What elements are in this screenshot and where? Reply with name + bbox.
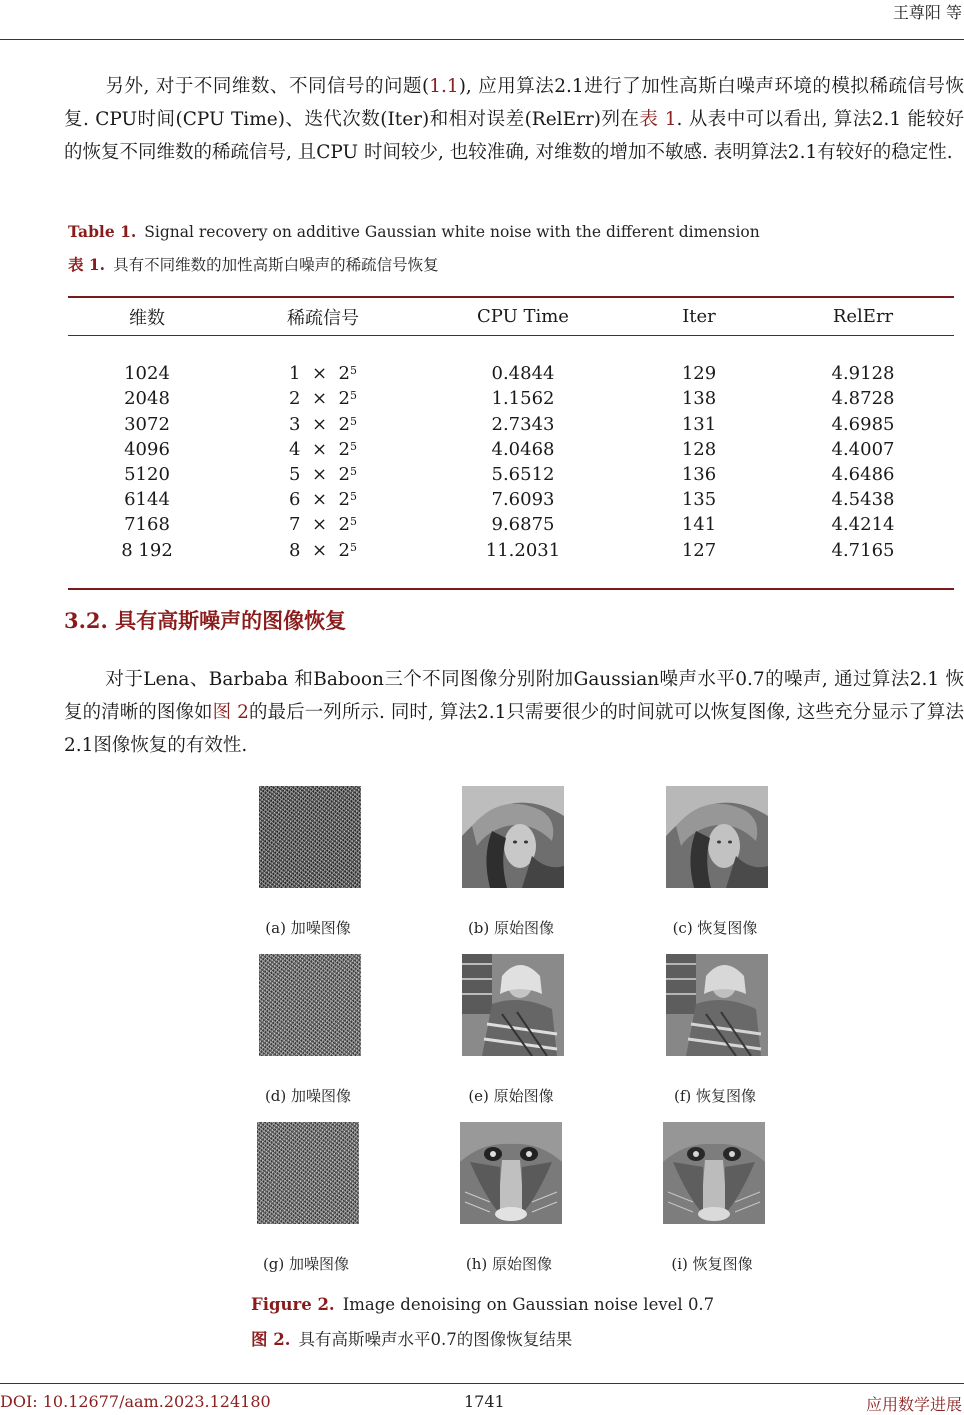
cell-base: 2: [338, 539, 350, 561]
cell-times: ×: [311, 438, 328, 460]
paragraph-text: 另外, 对于不同维数、不同信号的问题(: [105, 76, 430, 97]
cell-iter: 136: [681, 464, 717, 485]
table-row: [68, 538, 954, 563]
cell-base: 2: [338, 438, 350, 460]
cell-relerr: 4.6486: [831, 464, 895, 485]
paragraph-text: . 从表中可以看出, 算法2.1 能较好的恢复不同维数的稀疏信号, 且CPU 时间较少, 也较准确, 对维数的增加不敏感. 表明算法2.1有较好的稳定性.: [64, 109, 964, 163]
cell-iter: 135: [681, 489, 717, 511]
cell-relerr: 4.5438: [831, 489, 895, 511]
cell-dimension: 6144: [124, 489, 170, 511]
cell-sparse-signal: [226, 361, 420, 386]
paragraph-image-intro: [64, 663, 964, 762]
table-row: [68, 512, 954, 537]
col-header-relerr: RelErr: [832, 306, 894, 327]
figure-image-original-lena: [462, 786, 564, 888]
cell-cpu-time: 5.6512: [491, 464, 555, 485]
col-header-dimension: 维数: [129, 307, 165, 329]
cell-sparse-signal: [226, 487, 420, 512]
cell-cpu-time: 4.0468: [491, 438, 555, 460]
figure-caption-en-label: Figure 2.: [251, 1295, 335, 1314]
table-row: [68, 361, 954, 386]
cell-base: 2: [338, 413, 350, 435]
figure-caption-zh-label: 图 2.: [251, 1330, 291, 1349]
subcaption-a: (a) 加噪图像: [265, 919, 351, 937]
cell-times: ×: [311, 464, 328, 485]
figure-caption-zh: [251, 1326, 572, 1350]
paragraph-text: ), 应用算法2.1进行了加性高斯白噪声环境的模拟稀疏信号恢复. CPU时间(CPU Time)、迭代次数(Iter)和相对误差(RelErr)列在: [64, 76, 964, 130]
figure-image-restored-baboon: [663, 1122, 765, 1224]
table-caption-zh: [68, 253, 439, 275]
cell-relerr: 4.4214: [831, 514, 895, 536]
cell-dimension: 4096: [124, 438, 170, 460]
cell-sparse-signal: [226, 437, 420, 462]
figure-image-original-baboon: [460, 1122, 562, 1224]
cell-relerr: 4.9128: [831, 363, 895, 385]
cell-exponent: 5: [349, 364, 357, 378]
section-heading: [64, 605, 346, 635]
subcaption-c: (c) 恢复图像: [672, 919, 758, 937]
cell-times: ×: [311, 539, 328, 561]
cell-sparse-signal: [226, 512, 420, 537]
subcaption-i: (i) 恢复图像: [671, 1255, 753, 1273]
cell-cpu-time: 2.7343: [491, 413, 555, 435]
cell-cpu-time: 0.4844: [491, 363, 555, 385]
figure-image-restored-barbara: [666, 954, 768, 1056]
subcaption-f: (f) 恢复图像: [673, 1087, 757, 1105]
table-bottom-rule: [68, 588, 954, 590]
cell-exponent: 5: [349, 439, 357, 453]
cell-iter: 128: [681, 438, 717, 460]
figure-image-noisy-baboon: [257, 1122, 359, 1224]
table-caption-en-label: Table 1.: [68, 222, 137, 241]
cell-iter: 127: [681, 539, 717, 561]
section-number: 3.2.: [64, 608, 108, 633]
cell-cpu-time: 7.6093: [491, 489, 555, 511]
section-title-text: 具有高斯噪声的图像恢复: [115, 608, 347, 633]
cell-relerr: 4.7165: [831, 539, 895, 561]
figure-caption-zh-text: 具有高斯噪声水平0.7的图像恢复结果: [298, 1330, 573, 1349]
col-header-iter: Iter: [682, 306, 716, 327]
cell-sparse-signal: [226, 386, 420, 411]
col-header-sparse-signal: 稀疏信号: [287, 307, 359, 329]
cell-dimension: 2048: [124, 388, 170, 410]
running-header-author: 王尊阳 等: [892, 3, 962, 22]
cell-times: ×: [311, 489, 328, 511]
paragraph-text: 的最后一列所示. 同时, 算法2.1只需要很少的时间就可以恢复图像, 这些充分显示了算法2.1图像恢复的有效性.: [64, 702, 964, 756]
cell-k: 6: [289, 489, 301, 511]
cell-times: ×: [311, 514, 328, 536]
cell-times: ×: [311, 388, 328, 410]
cell-cpu-time: 9.6875: [491, 514, 555, 536]
table-row: [68, 437, 954, 462]
subcaption-e: (e) 原始图像: [468, 1087, 554, 1105]
cell-cpu-time: 1.1562: [491, 388, 555, 410]
cell-k: 4: [289, 438, 301, 460]
cell-k: 2: [289, 388, 301, 410]
figure-image-noisy-barbara: [259, 954, 361, 1056]
table-row: [68, 386, 954, 411]
cell-base: 2: [338, 464, 350, 485]
table-row: [68, 412, 954, 437]
cell-k: 8: [289, 539, 301, 561]
cell-times: ×: [311, 363, 328, 385]
cell-iter: 141: [681, 514, 717, 536]
cell-relerr: 4.6985: [831, 413, 895, 435]
cell-dimension: 3072: [124, 413, 170, 435]
table-row: [68, 487, 954, 512]
footer-rule: [0, 1383, 964, 1384]
cell-exponent: 5: [349, 540, 357, 554]
cell-iter: 129: [681, 363, 717, 385]
paragraph-table-intro: [64, 70, 964, 169]
figure-caption-en-text: Image denoising on Gaussian noise level 0.7: [342, 1295, 715, 1314]
equation-ref-link[interactable]: 1.1: [429, 76, 459, 97]
cell-dimension: 7168: [124, 514, 170, 536]
cell-sparse-signal: [226, 462, 420, 487]
subcaption-b: (b) 原始图像: [467, 919, 555, 937]
figure-image-original-barbara: [462, 954, 564, 1056]
cell-dimension: 8 192: [121, 539, 173, 561]
cell-base: 2: [338, 514, 350, 536]
cell-exponent: 5: [349, 389, 357, 403]
cell-k: 7: [289, 514, 301, 536]
cell-cpu-time: 11.2031: [485, 539, 561, 561]
figure-image-restored-lena: [666, 786, 768, 888]
figure-image-noisy-lena: [259, 786, 361, 888]
cell-sparse-signal: [226, 538, 420, 563]
subcaption-g: (g) 加噪图像: [262, 1255, 350, 1273]
cell-relerr: 4.8728: [831, 388, 895, 410]
figure-caption-en: [251, 1295, 714, 1314]
table-row: [68, 462, 954, 487]
header-rule: [0, 39, 964, 40]
table-caption-zh-text: 具有不同维数的加性高斯白噪声的稀疏信号恢复: [113, 256, 439, 274]
cell-relerr: 4.4007: [831, 438, 895, 460]
subcaption-h: (h) 原始图像: [465, 1255, 553, 1273]
cell-k: 3: [289, 413, 301, 435]
subcaption-d: (d) 加噪图像: [264, 1087, 352, 1105]
table-ref-link[interactable]: 表 1: [639, 109, 677, 130]
cell-exponent: 5: [349, 465, 357, 478]
cell-base: 2: [338, 489, 350, 511]
col-header-cpu-time: CPU Time: [477, 306, 569, 327]
cell-iter: 131: [681, 413, 717, 435]
footer-page-number: 1741: [464, 1392, 505, 1411]
table-caption-en: [68, 222, 760, 241]
cell-base: 2: [338, 388, 350, 410]
cell-base: 2: [338, 363, 350, 385]
cell-k: 5: [289, 464, 301, 485]
cell-exponent: 5: [349, 490, 357, 504]
table-caption-en-text: Signal recovery on additive Gaussian white noise with the different dimension: [144, 223, 760, 241]
cell-times: ×: [311, 413, 328, 435]
paragraph-text: 对于Lena、Barbaba 和Baboon三个不同图像分别附加Gaussian噪声水平0.7的噪声, 通过算法2.1 恢复的清晰的图像如: [64, 669, 964, 723]
figure-ref-link[interactable]: 图 2: [212, 702, 249, 723]
cell-sparse-signal: [226, 412, 420, 437]
table-1: [68, 296, 954, 590]
cell-iter: 138: [681, 388, 717, 410]
table-caption-zh-label: 表 1.: [68, 255, 106, 274]
cell-dimension: 5120: [124, 464, 170, 485]
footer-journal-link[interactable]: 应用数学进展: [865, 1395, 962, 1414]
table-header-row: [68, 298, 954, 335]
cell-dimension: 1024: [124, 363, 170, 385]
cell-k: 1: [289, 363, 301, 385]
cell-exponent: 5: [349, 515, 357, 529]
footer-doi-link[interactable]: DOI: 10.12677/aam.2023.124180: [0, 1392, 271, 1411]
cell-exponent: 5: [349, 414, 357, 428]
